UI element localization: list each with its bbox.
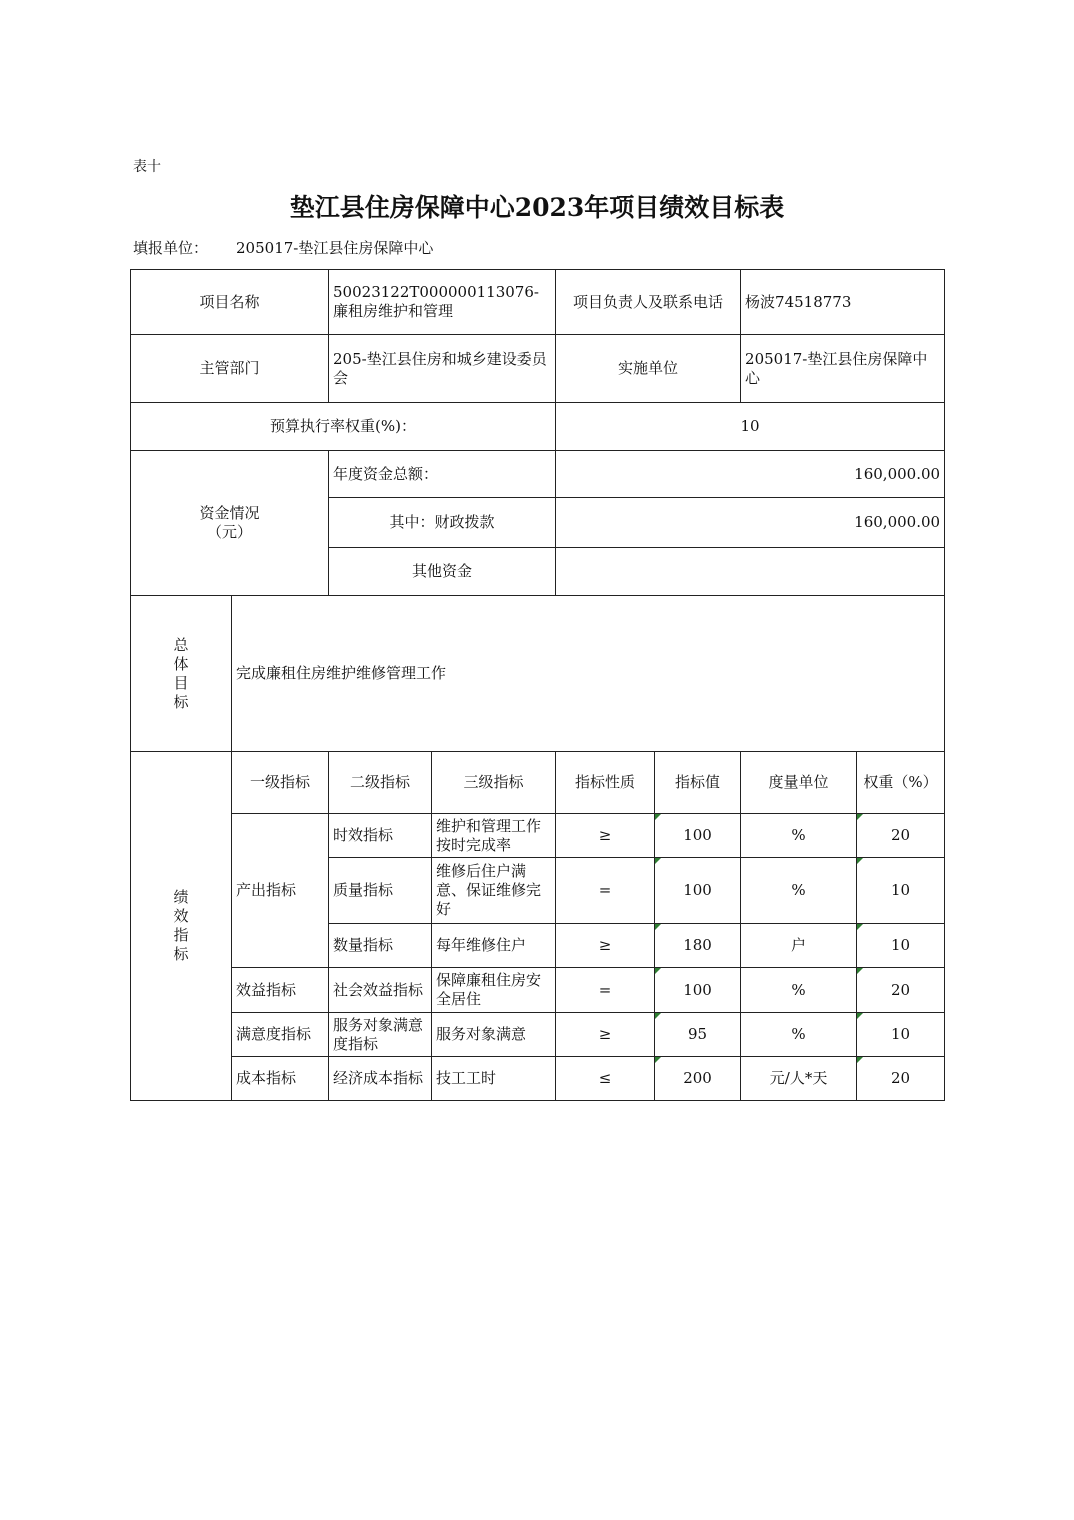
funds-label-line1: 资金情况 (199, 504, 260, 522)
funds-annual-row (131, 451, 945, 498)
unit-cell: % (741, 858, 857, 924)
fiscal-funds-value: 160,000.00 (556, 498, 945, 548)
project-contact-label: 项目负责人及联系电话 (556, 270, 741, 335)
department-row (131, 335, 945, 403)
funds-label-line2: （元） (207, 523, 253, 541)
fill-unit-label: 填报单位： (133, 239, 209, 257)
weight-cell: 20 (857, 968, 945, 1013)
nature-cell: ≥ (556, 1013, 655, 1057)
project-contact-value: 杨波74518773 (741, 270, 945, 335)
other-funds-label: 其他资金 (329, 548, 556, 596)
indicators-char: 指 (173, 926, 189, 944)
unit-cell: % (741, 814, 857, 858)
weight-cell: 10 (857, 858, 945, 924)
indicator-row (131, 814, 945, 858)
project-name-value: 50023122T000000113076-廉租房维护和管理 (329, 270, 556, 335)
value-cell: 100 (655, 968, 741, 1013)
indicators-char: 标 (173, 945, 189, 963)
budget-rate-label: 预算执行率权重(%)： (131, 403, 556, 451)
level2-cell: 服务对象满意度指标 (329, 1013, 432, 1057)
fill-unit-value: 205017-垫江县住房保障中心 (236, 239, 434, 257)
header-level3: 三级指标 (432, 752, 556, 814)
overall-goal-char: 目 (173, 673, 189, 692)
header-weight: 权重（%） (857, 752, 945, 814)
indicator-row (131, 1057, 945, 1101)
header-level2: 二级指标 (329, 752, 432, 814)
header-level1: 一级指标 (232, 752, 329, 814)
nature-cell: ≤ (556, 1057, 655, 1101)
department-label: 主管部门 (131, 335, 329, 403)
budget-rate-row (131, 403, 945, 451)
level3-cell: 保障廉租住房安全居住 (432, 968, 556, 1013)
annual-funds-value: 160,000.00 (556, 451, 945, 498)
weight-cell: 20 (857, 1057, 945, 1101)
level2-cell: 经济成本指标 (329, 1057, 432, 1101)
level3-cell: 维护和管理工作按时完成率 (432, 814, 556, 858)
nature-cell: = (556, 858, 655, 924)
funds-label (131, 451, 329, 596)
nature-cell: ≥ (556, 814, 655, 858)
department-value: 205-垫江县住房和城乡建设委员会 (329, 335, 556, 403)
project-name-label: 项目名称 (131, 270, 329, 335)
value-cell: 100 (655, 858, 741, 924)
level1-benefit: 效益指标 (232, 968, 329, 1013)
level3-cell: 每年维修住户 (432, 924, 556, 968)
level3-cell: 技工工时 (432, 1057, 556, 1101)
header-value: 指标值 (655, 752, 741, 814)
annual-funds-label: 年度资金总额： (329, 451, 556, 498)
level1-output: 产出指标 (232, 814, 329, 968)
indicators-char: 效 (173, 907, 189, 925)
level2-cell: 时效指标 (329, 814, 432, 858)
overall-goal-label (131, 596, 232, 752)
implementing-unit-label: 实施单位 (556, 335, 741, 403)
header-nature: 指标性质 (556, 752, 655, 814)
weight-cell: 20 (857, 814, 945, 858)
fill-unit-row (133, 237, 433, 258)
budget-rate-value: 10 (556, 403, 945, 451)
level3-cell: 维修后住户满意、保证维修完好 (432, 858, 556, 924)
page-title: 垫江县住房保障中心2023年项目绩效目标表 (289, 193, 785, 222)
level3-cell: 服务对象满意 (432, 1013, 556, 1057)
implementing-unit-value: 205017-垫江县住房保障中心 (741, 335, 945, 403)
value-cell: 95 (655, 1013, 741, 1057)
nature-cell: = (556, 968, 655, 1013)
indicator-row (131, 1013, 945, 1057)
indicators-label (131, 752, 232, 1101)
indicator-row (131, 968, 945, 1013)
nature-cell: ≥ (556, 924, 655, 968)
performance-target-table (130, 269, 945, 1101)
header-unit: 度量单位 (741, 752, 857, 814)
level1-satisfaction: 满意度指标 (232, 1013, 329, 1057)
unit-cell: % (741, 968, 857, 1013)
indicators-char: 绩 (173, 888, 189, 906)
level2-cell: 数量指标 (329, 924, 432, 968)
overall-goal-row (131, 596, 945, 752)
overall-goal-char: 标 (173, 692, 189, 711)
value-cell: 100 (655, 814, 741, 858)
unit-cell: 元/人*天 (741, 1057, 857, 1101)
level2-cell: 社会效益指标 (329, 968, 432, 1013)
overall-goal-char: 体 (173, 654, 189, 673)
weight-cell: 10 (857, 1013, 945, 1057)
level2-cell: 质量指标 (329, 858, 432, 924)
weight-cell: 10 (857, 924, 945, 968)
unit-cell: 户 (741, 924, 857, 968)
indicator-header-row (131, 752, 945, 814)
unit-cell: % (741, 1013, 857, 1057)
overall-goal-text: 完成廉租住房维护维修管理工作 (232, 596, 945, 752)
level1-cost: 成本指标 (232, 1057, 329, 1101)
table-label: 表十 (133, 159, 161, 175)
overall-goal-char: 总 (173, 635, 189, 654)
other-funds-value (556, 548, 945, 596)
project-name-row (131, 270, 945, 335)
value-cell: 200 (655, 1057, 741, 1101)
fiscal-funds-label: 其中：财政拨款 (329, 498, 556, 548)
value-cell: 180 (655, 924, 741, 968)
